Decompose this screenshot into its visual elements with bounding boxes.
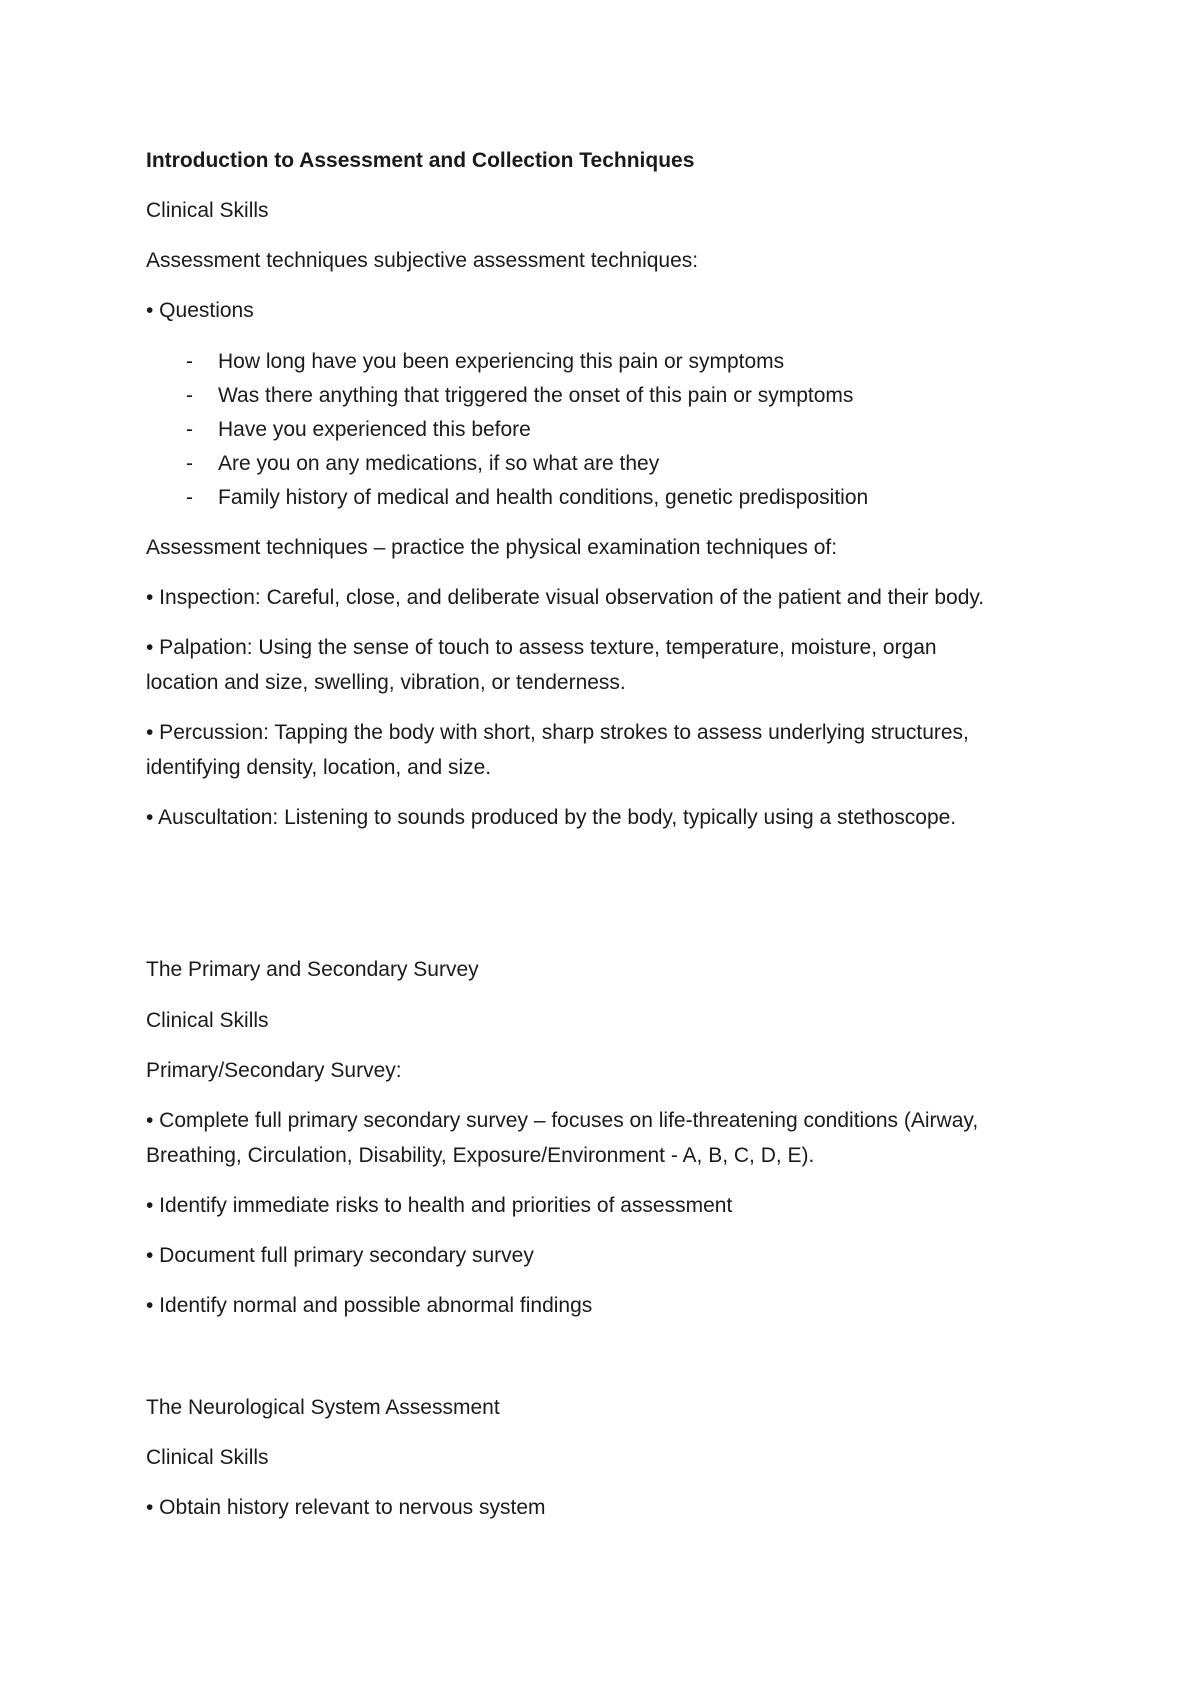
section-subtitle: Clinical Skills [146,199,269,222]
paragraph: Assessment techniques – practice the physical examination techniques of: [146,536,838,559]
bullet-item: • Document full primary secondary survey [146,1244,534,1267]
list-item: How long have you been experiencing this pain or symptoms [218,350,785,373]
bullet-item: • Palpation: Using the sense of touch to assess texture, temperature, moisture, organ [146,636,937,659]
section-subtitle: Clinical Skills [146,1009,269,1032]
dash-marker: - [186,350,193,373]
list-item: Was there anything that triggered the onset of this pain or symptoms [218,384,854,407]
bullet-item: • Questions [146,299,254,322]
list-item: Are you on any medications, if so what are they [218,452,660,475]
bullet-item: • Obtain history relevant to nervous system [146,1496,546,1519]
dash-marker: - [186,384,193,407]
bullet-item: • Auscultation: Listening to sounds produced by the body, typically using a stethoscope. [146,806,957,829]
paragraph: Primary/Secondary Survey: [146,1059,402,1082]
bullet-continuation: location and size, swelling, vibration, or tenderness. [146,671,626,694]
dash-marker: - [186,486,193,509]
bullet-item: • Inspection: Careful, close, and deliberate visual observation of the patient and their body. [146,586,985,609]
bullet-item: • Percussion: Tapping the body with short, sharp strokes to assess underlying structures, [146,721,969,744]
bullet-item: • Identify immediate risks to health and priorities of assessment [146,1194,733,1217]
bullet-continuation: Breathing, Circulation, Disability, Exposure/Environment - A, B, C, D, E). [146,1144,815,1167]
bullet-item: • Complete full primary secondary survey – focuses on life-threatening conditions (Airway, [146,1109,979,1132]
section-title: The Primary and Secondary Survey [146,958,479,981]
bullet-item: • Identify normal and possible abnormal findings [146,1294,593,1317]
dash-marker: - [186,452,193,475]
list-item: Have you experienced this before [218,418,531,441]
dash-marker: - [186,418,193,441]
section-title: Introduction to Assessment and Collection Techniques [146,149,695,172]
list-item: Family history of medical and health conditions, genetic predisposition [218,486,869,509]
paragraph: Assessment techniques subjective assessment techniques: [146,249,699,272]
section-title: The Neurological System Assessment [146,1396,500,1419]
bullet-continuation: identifying density, location, and size. [146,756,492,779]
section-subtitle: Clinical Skills [146,1446,269,1469]
